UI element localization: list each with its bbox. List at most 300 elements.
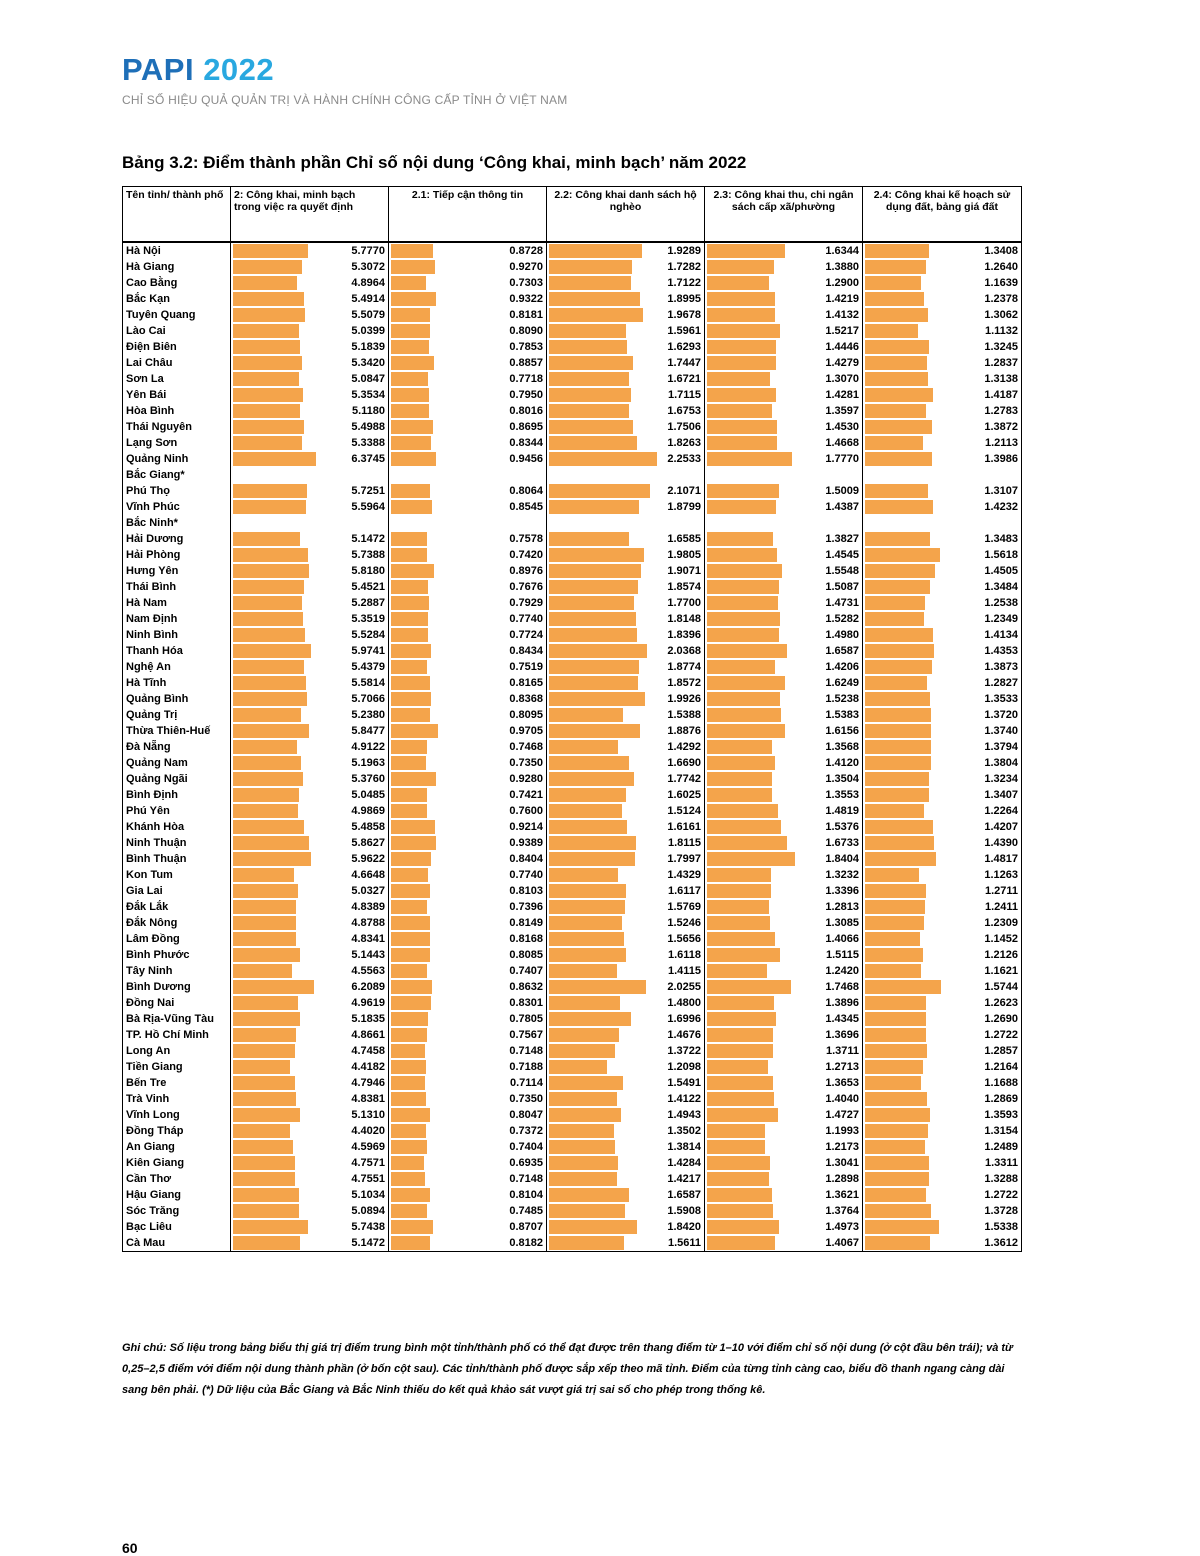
score-value: 2.0368 (667, 645, 701, 657)
score-bar (549, 1012, 631, 1026)
score-bar (391, 1012, 428, 1026)
score-bar (865, 1204, 931, 1218)
score-bar (233, 708, 301, 722)
table-row (123, 643, 1022, 659)
score-bar (391, 724, 438, 738)
score-bar (549, 324, 626, 338)
score-bar (391, 932, 430, 946)
score-cell (389, 259, 547, 275)
score-value: 1.7468 (825, 981, 859, 993)
table-row (123, 242, 1022, 259)
score-cell (863, 515, 1022, 531)
score-value: 1.4207 (984, 821, 1018, 833)
table-row (123, 1059, 1022, 1075)
score-bar (549, 676, 638, 690)
score-bar (549, 1172, 617, 1186)
score-bar (391, 452, 436, 466)
score-value: 5.0399 (351, 325, 385, 337)
score-cell (705, 643, 863, 659)
score-cell (705, 355, 863, 371)
score-cell (547, 307, 705, 323)
score-bar (233, 964, 292, 978)
score-value: 5.4858 (351, 821, 385, 833)
score-value: 4.4182 (351, 1061, 385, 1073)
score-value: 1.2813 (825, 901, 859, 913)
table-row (123, 259, 1022, 275)
score-bar (707, 1092, 774, 1106)
report-title-main: PAPI (122, 52, 195, 87)
score-cell (863, 755, 1022, 771)
table-row (123, 563, 1022, 579)
province-name: Bình Định (123, 787, 231, 803)
table-row (123, 483, 1022, 499)
score-bar (549, 500, 639, 514)
score-bar (233, 500, 306, 514)
table-row (123, 1075, 1022, 1091)
score-bar (707, 548, 777, 562)
score-value: 0.9214 (509, 821, 543, 833)
score-value: 4.6648 (351, 869, 385, 881)
score-value: 0.7950 (509, 389, 543, 401)
score-cell (231, 1187, 389, 1203)
score-bar (549, 484, 650, 498)
score-cell (231, 579, 389, 595)
col-header-access-info: 2.1: Tiếp cận thông tin (389, 187, 547, 243)
score-cell (231, 531, 389, 547)
score-cell (231, 355, 389, 371)
table-row (123, 803, 1022, 819)
score-cell (389, 387, 547, 403)
score-value: 4.8389 (351, 901, 385, 913)
score-cell (863, 995, 1022, 1011)
score-value: 1.4545 (825, 549, 859, 561)
table-row (123, 275, 1022, 291)
province-name: Lào Cai (123, 323, 231, 339)
score-cell (231, 723, 389, 739)
score-cell (389, 579, 547, 595)
score-cell (231, 995, 389, 1011)
score-cell (389, 355, 547, 371)
score-bar (707, 596, 778, 610)
score-value: 1.5388 (667, 709, 701, 721)
score-value: 0.9280 (509, 773, 543, 785)
score-bar (707, 740, 772, 754)
score-cell (547, 675, 705, 691)
score-cell (389, 499, 547, 515)
score-bar (707, 964, 767, 978)
score-value: 1.4120 (825, 757, 859, 769)
score-cell (705, 915, 863, 931)
score-bar (549, 724, 640, 738)
score-value: 1.2722 (984, 1029, 1018, 1041)
score-cell (389, 483, 547, 499)
table-row (123, 1027, 1022, 1043)
score-value: 5.7388 (351, 549, 385, 561)
score-cell (863, 419, 1022, 435)
score-bar (233, 932, 296, 946)
score-value: 1.3484 (984, 581, 1018, 593)
score-cell (547, 1187, 705, 1203)
score-bar (233, 804, 298, 818)
province-name: Bắc Giang* (123, 467, 231, 483)
report-title-year: 2022 (203, 52, 275, 87)
score-value: 1.4973 (825, 1221, 859, 1233)
score-bar (707, 836, 787, 850)
score-value: 1.8572 (667, 677, 701, 689)
score-cell (705, 1011, 863, 1027)
score-value: 5.0847 (351, 373, 385, 385)
score-bar (549, 980, 646, 994)
score-bar (233, 1060, 290, 1074)
score-value: 1.5548 (825, 565, 859, 577)
score-value: 1.4281 (825, 389, 859, 401)
score-value: 0.7421 (509, 789, 543, 801)
score-cell (547, 563, 705, 579)
score-cell (705, 611, 863, 627)
score-value: 1.6293 (667, 341, 701, 353)
score-value: 5.3388 (351, 437, 385, 449)
score-cell (705, 691, 863, 707)
score-bar (865, 436, 923, 450)
province-name: Lạng Sơn (123, 435, 231, 451)
score-bar (233, 660, 304, 674)
province-name: Cao Bằng (123, 275, 231, 291)
score-value: 1.2164 (984, 1061, 1018, 1073)
score-cell (389, 627, 547, 643)
score-cell (389, 1091, 547, 1107)
score-bar (707, 820, 781, 834)
score-bar (391, 852, 431, 866)
table-row (123, 883, 1022, 899)
score-cell (547, 419, 705, 435)
score-cell (231, 499, 389, 515)
table-row (123, 515, 1022, 531)
score-value: 6.3745 (351, 453, 385, 465)
score-bar (707, 772, 772, 786)
score-value: 0.9389 (509, 837, 543, 849)
table-row (123, 979, 1022, 995)
score-bar (707, 356, 776, 370)
score-value: 1.4115 (667, 965, 701, 977)
score-bar (233, 756, 301, 770)
score-value: 1.3653 (825, 1077, 859, 1089)
score-value: 1.3234 (984, 773, 1018, 785)
score-bar (865, 532, 930, 546)
score-cell (547, 1011, 705, 1027)
score-cell (705, 499, 863, 515)
province-name: Đắk Lắk (123, 899, 231, 915)
score-value: 1.6161 (667, 821, 701, 833)
province-name: Quảng Nam (123, 755, 231, 771)
score-cell (389, 643, 547, 659)
score-cell (547, 963, 705, 979)
score-value: 6.2089 (351, 981, 385, 993)
score-cell (547, 1235, 705, 1252)
table-row (123, 339, 1022, 355)
score-value: 4.9869 (351, 805, 385, 817)
score-value: 0.8707 (509, 1221, 543, 1233)
score-cell (389, 803, 547, 819)
score-value: 0.7676 (509, 581, 543, 593)
score-bar (707, 1204, 773, 1218)
score-value: 1.7282 (667, 261, 701, 273)
score-bar (549, 740, 618, 754)
table-title: Bảng 3.2: Điểm thành phần Chỉ số nội dung ‘Công khai, minh bạch’ năm 2022 (122, 153, 747, 172)
score-bar (233, 276, 297, 290)
score-value: 1.3245 (984, 341, 1018, 353)
table-row (123, 355, 1022, 371)
table-row (123, 1235, 1022, 1252)
score-cell (389, 563, 547, 579)
province-name: Phú Yên (123, 803, 231, 819)
score-bar (707, 612, 780, 626)
score-cell (705, 899, 863, 915)
score-cell (231, 259, 389, 275)
score-cell (231, 707, 389, 723)
score-bar (865, 340, 929, 354)
score-cell (389, 835, 547, 851)
table-row (123, 1043, 1022, 1059)
score-value: 1.4217 (667, 1173, 701, 1185)
score-value: 5.5814 (351, 677, 385, 689)
table-row (123, 1187, 1022, 1203)
score-value: 1.4446 (825, 341, 859, 353)
score-value: 1.4817 (984, 853, 1018, 865)
table-row (123, 1155, 1022, 1171)
score-value: 1.5009 (825, 485, 859, 497)
score-value: 1.3154 (984, 1125, 1018, 1137)
province-name: Long An (123, 1043, 231, 1059)
score-value: 1.6587 (825, 645, 859, 657)
score-cell (547, 531, 705, 547)
score-bar (549, 660, 639, 674)
score-cell (863, 979, 1022, 995)
score-value: 1.8404 (825, 853, 859, 865)
score-bar (233, 788, 299, 802)
score-cell (863, 867, 1022, 883)
table-row (123, 1091, 1022, 1107)
score-bar (865, 660, 932, 674)
score-bar (549, 580, 638, 594)
score-cell (863, 1059, 1022, 1075)
score-value: 5.7438 (351, 1221, 385, 1233)
score-value: 0.7114 (509, 1077, 543, 1089)
score-cell (389, 419, 547, 435)
score-cell (705, 467, 863, 483)
score-cell (389, 451, 547, 467)
score-cell (547, 1043, 705, 1059)
score-value: 1.6118 (667, 949, 701, 961)
score-bar (707, 1188, 772, 1202)
score-bar (865, 404, 926, 418)
score-cell (231, 1219, 389, 1235)
score-bar (549, 548, 644, 562)
province-name: Thái Nguyên (123, 419, 231, 435)
score-cell (547, 1171, 705, 1187)
table-row (123, 867, 1022, 883)
score-value: 0.7420 (509, 549, 543, 561)
score-value: 4.8661 (351, 1029, 385, 1041)
province-name: Thái Bình (123, 579, 231, 595)
score-bar (865, 868, 919, 882)
score-value: 1.4292 (667, 741, 701, 753)
province-name: Phú Thọ (123, 483, 231, 499)
score-value: 1.2420 (825, 965, 859, 977)
score-value: 5.3519 (351, 613, 385, 625)
province-name: Đà Nẵng (123, 739, 231, 755)
score-value: 1.6721 (667, 373, 701, 385)
score-bar (707, 1028, 773, 1042)
score-cell (231, 1171, 389, 1187)
score-cell (863, 275, 1022, 291)
score-bar (865, 324, 918, 338)
score-value: 5.4521 (351, 581, 385, 593)
table-row (123, 995, 1022, 1011)
score-value: 1.3873 (984, 661, 1018, 673)
score-cell (389, 851, 547, 867)
score-value: 0.7407 (509, 965, 543, 977)
table-row (123, 723, 1022, 739)
province-name: Bến Tre (123, 1075, 231, 1091)
score-bar (233, 1140, 293, 1154)
score-value: 5.7770 (351, 245, 385, 257)
score-bar (233, 1124, 290, 1138)
score-value: 1.5383 (825, 709, 859, 721)
score-cell (231, 899, 389, 915)
score-bar (233, 1012, 300, 1026)
score-value: 1.4800 (667, 997, 701, 1009)
table-row (123, 931, 1022, 947)
score-cell (389, 963, 547, 979)
score-cell (863, 883, 1022, 899)
score-value: 1.2623 (984, 997, 1018, 1009)
score-cell (231, 323, 389, 339)
score-bar (391, 820, 435, 834)
score-bar (391, 916, 430, 930)
score-value: 1.6585 (667, 533, 701, 545)
score-bar (865, 1156, 929, 1170)
score-cell (389, 1203, 547, 1219)
score-bar (707, 948, 780, 962)
score-cell (863, 1155, 1022, 1171)
score-bar (707, 436, 777, 450)
score-value: 1.3696 (825, 1029, 859, 1041)
score-bar (391, 548, 427, 562)
score-cell (863, 643, 1022, 659)
province-name: Hòa Bình (123, 403, 231, 419)
score-bar (549, 1156, 618, 1170)
score-cell (863, 723, 1022, 739)
score-bar (707, 1012, 776, 1026)
score-value: 1.3070 (825, 373, 859, 385)
score-cell (231, 979, 389, 995)
score-value: 0.8545 (509, 501, 543, 513)
score-value: 1.3597 (825, 405, 859, 417)
score-bar (391, 964, 427, 978)
score-bar (707, 1172, 769, 1186)
score-cell (863, 739, 1022, 755)
score-cell (231, 547, 389, 563)
province-name: Hải Dương (123, 531, 231, 547)
score-cell (705, 931, 863, 947)
score-cell (547, 483, 705, 499)
score-value: 0.8104 (509, 1189, 543, 1201)
score-value: 1.5217 (825, 325, 859, 337)
score-value: 5.1034 (351, 1189, 385, 1201)
score-bar (707, 996, 774, 1010)
score-value: 1.5961 (667, 325, 701, 337)
score-value: 1.4980 (825, 629, 859, 641)
score-value: 1.4134 (984, 629, 1018, 641)
score-bar (865, 804, 924, 818)
score-value: 1.1132 (984, 325, 1018, 337)
score-bar (233, 612, 303, 626)
score-cell (547, 787, 705, 803)
score-cell (863, 771, 1022, 787)
score-bar (707, 1220, 779, 1234)
score-value: 5.2380 (351, 709, 385, 721)
score-cell (231, 947, 389, 963)
score-bar (707, 580, 779, 594)
score-bar (233, 1108, 300, 1122)
table-row (123, 547, 1022, 563)
score-cell (231, 611, 389, 627)
score-value: 1.5908 (667, 1205, 701, 1217)
score-bar (391, 1124, 426, 1138)
score-bar (707, 1044, 773, 1058)
table-row (123, 787, 1022, 803)
score-value: 1.4819 (825, 805, 859, 817)
score-cell (389, 1027, 547, 1043)
score-cell (389, 723, 547, 739)
score-value: 0.8301 (509, 997, 543, 1009)
score-value: 1.2713 (825, 1061, 859, 1073)
score-value: 1.3612 (984, 1237, 1018, 1249)
province-name: Đắk Nông (123, 915, 231, 931)
province-name: Hải Phòng (123, 547, 231, 563)
score-cell (547, 867, 705, 883)
score-bar (233, 244, 308, 258)
score-bar (549, 292, 640, 306)
score-value: 1.3568 (825, 741, 859, 753)
score-cell (547, 803, 705, 819)
score-cell (231, 451, 389, 467)
score-value: 1.4132 (825, 309, 859, 321)
score-value: 1.9805 (667, 549, 701, 561)
score-bar (707, 692, 780, 706)
table-row (123, 323, 1022, 339)
table-row (123, 915, 1022, 931)
score-bar (865, 356, 927, 370)
score-cell (231, 403, 389, 419)
score-value: 1.3288 (984, 1173, 1018, 1185)
score-value: 1.7506 (667, 421, 701, 433)
score-cell (705, 675, 863, 691)
score-value: 1.3085 (825, 917, 859, 929)
score-value: 1.3621 (825, 1189, 859, 1201)
score-value: 1.2126 (984, 949, 1018, 961)
score-bar (707, 724, 785, 738)
score-value: 1.4530 (825, 421, 859, 433)
score-bar (391, 1188, 430, 1202)
score-cell (863, 851, 1022, 867)
table-row (123, 1107, 1022, 1123)
score-cell (863, 339, 1022, 355)
score-bar (233, 292, 304, 306)
score-bar (233, 404, 300, 418)
table-row (123, 963, 1022, 979)
score-bar (549, 884, 626, 898)
